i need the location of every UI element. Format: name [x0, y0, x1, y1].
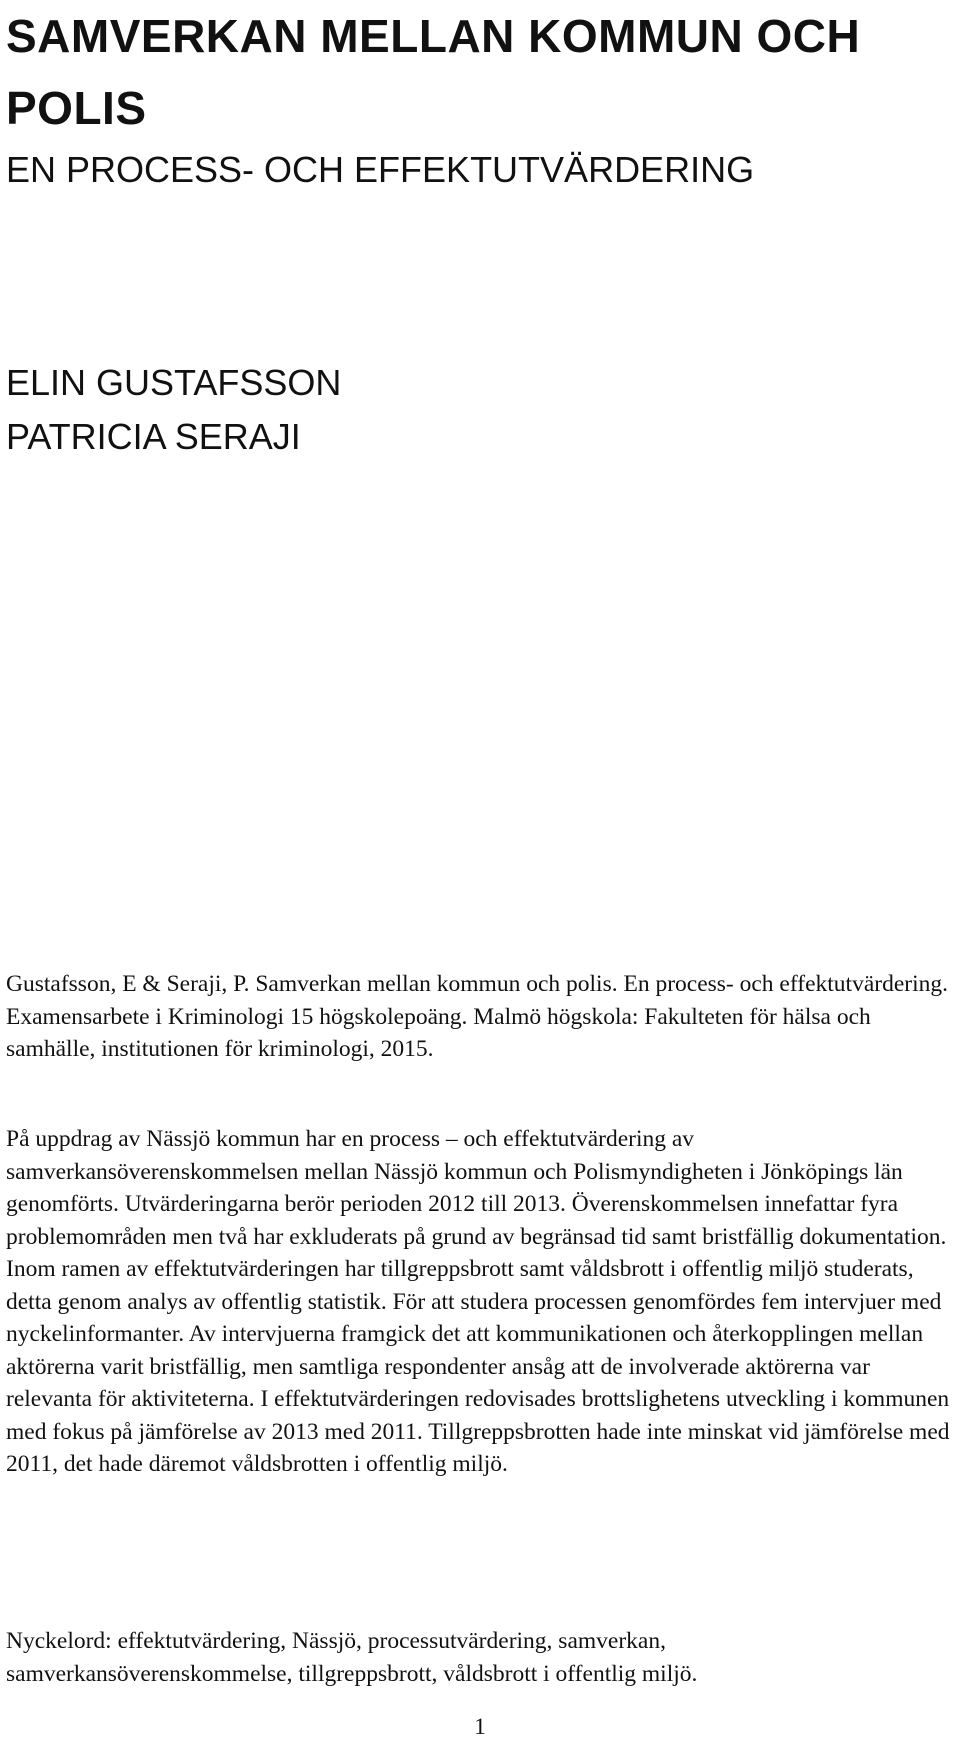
keywords-paragraph: Nyckelord: effektutvärdering, Nässjö, processutvärdering, samverkan, samverkansöverenskommelse, tillgreppsbrott, våldsbrott i offentlig miljö.	[6, 1628, 698, 1687]
abstract-paragraph: På uppdrag av Nässjö kommun har en process – och effektutvärdering av samverkansöverenskommelsen mellan Nässjö kommun och Polismyndigheten i Jönköpings län genomförts. Utvärderingarna berör perioden 2012 till 2013. Överenskommelsen innefattar fyra problemområden men två har exkluderats på grund av begränsad tid samt bristfällig dokumentation. Inom ramen av effektutvärderingen har tillgreppsbrott samt våldsbrott i offentlig miljö studerats, detta genom analys av offentlig statistik. För att studera processen genomfördes fem intervjuer med nyckelinformanter. Av intervjuerna framgick det att kommunikationen och återkopplingen mellan aktörerna varit bristfällig, men samtliga respondenter ansåg att de involverade aktörerna var relevanta för aktiviteterna. I effektutvärderingen redovisades brottslighetens utveckling i kommunen med fokus på jämförelse av 2013 med 2011. Tillgreppsbrotten hade inte minskat vid jämförelse med 2011, det hade däremot våldsbrotten i offentlig miljö.	[6, 1126, 950, 1477]
document-title: SAMVERKAN MELLAN KOMMUN OCH POLIS	[6, 10, 861, 134]
page-number: 1	[474, 1714, 486, 1740]
author-list	[6, 356, 341, 464]
citation-paragraph: Gustafsson, E & Seraji, P. Samverkan mellan kommun och polis. En process- och effektutvärdering. Examensarbete i Kriminologi 15 högskolepoäng. Malmö högskola: Fakulteten för hälsa och samhälle, institutionen för kriminologi, 2015.	[6, 971, 948, 1062]
document-subtitle: EN PROCESS- OCH EFFEKTUTVÄRDERING	[6, 149, 755, 190]
author-name: ELIN GUSTAFSSON	[6, 362, 342, 403]
author-name: PATRICIA SERAJI	[6, 416, 301, 457]
